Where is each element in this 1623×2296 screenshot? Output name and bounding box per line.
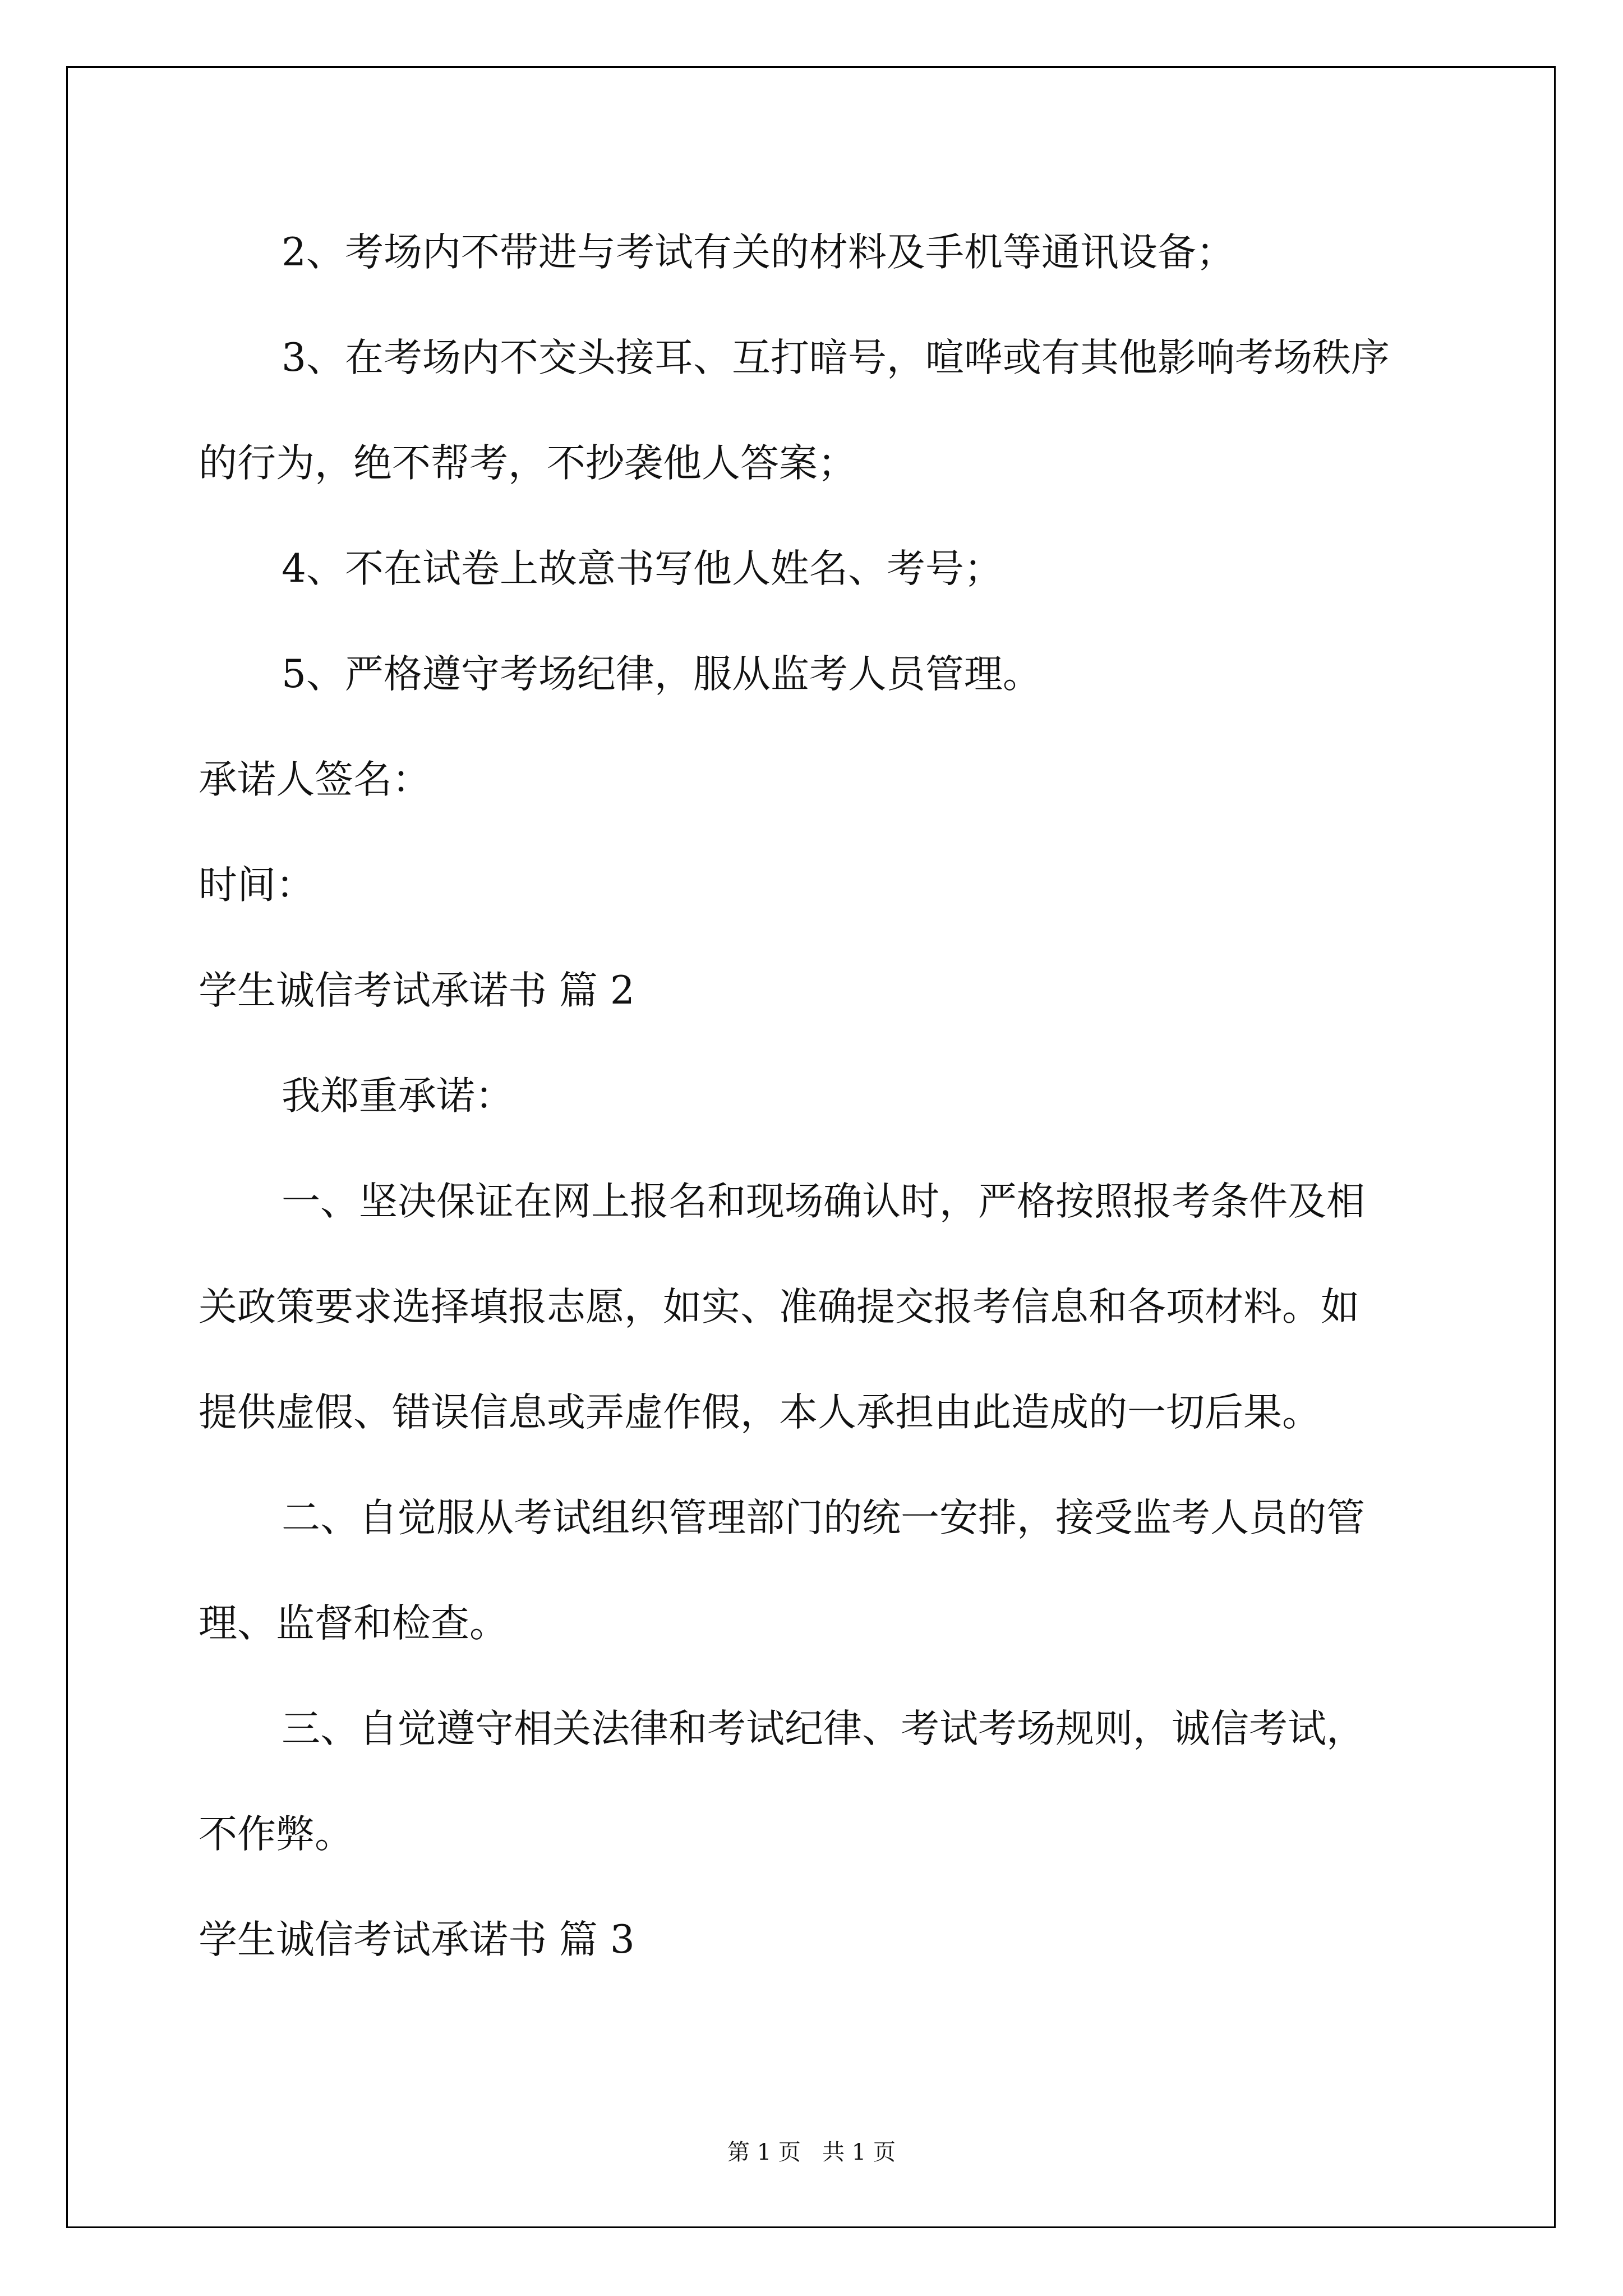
pledge-item-1-cont-2: 提供虚假、错误信息或弄虚作假，本人承担由此造成的一切后果。 [199, 1390, 1321, 1435]
section-heading-2: 学生诚信考试承诺书 篇 2 [199, 968, 635, 1013]
page-number-footer: 第 1 页 共 1 页 [727, 2139, 896, 2165]
pledge-item-1-cont-1: 关政策要求选择填报志愿，如实、准确提交报考信息和各项材料。如 [199, 1285, 1359, 1329]
commitment-item-5: 5、严格遵守考场纪律，服从监考人员管理。 [282, 652, 1041, 697]
page-border [66, 66, 1556, 2228]
pledge-item-2: 二、自觉服从考试组织管理部门的统一安排，接受监考人员的管 [282, 1496, 1365, 1540]
pledge-item-3: 三、自觉遵守相关法律和考试纪律、考试考场规则，诚信考试， [282, 1706, 1365, 1751]
commitment-item-3-cont: 的行为，绝不帮考，不抄袭他人答案； [199, 441, 856, 486]
commitment-item-2: 2、考场内不带进与考试有关的材料及手机等通讯设备； [282, 230, 1235, 275]
section-heading-3: 学生诚信考试承诺书 篇 3 [199, 1917, 635, 1962]
commitment-item-3: 3、在考场内不交头接耳、互打暗号，喧哗或有其他影响考场秩序 [282, 335, 1390, 380]
pledge-item-1: 一、坚决保证在网上报名和现场确认时，严格按照报考条件及相 [282, 1179, 1365, 1224]
pledge-intro: 我郑重承诺： [282, 1074, 514, 1119]
commitment-item-4: 4、不在试卷上故意书写他人姓名、考号； [282, 546, 1003, 591]
pledge-item-3-cont: 不作弊。 [199, 1812, 353, 1857]
pledge-item-2-cont: 理、监督和检查。 [199, 1601, 508, 1646]
signature-label: 承诺人签名： [199, 757, 431, 802]
date-label: 时间： [199, 863, 315, 908]
